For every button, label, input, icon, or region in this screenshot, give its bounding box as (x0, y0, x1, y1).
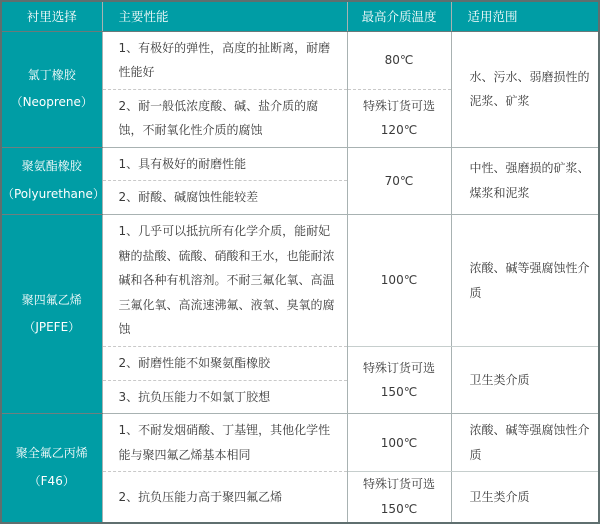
performance-cell: 2、抗负压能力高于聚四氟乙烯 (102, 472, 347, 523)
temperature-value: 100℃ (380, 435, 418, 450)
performance-cell: 2、耐磨性能不如聚氨酯橡胶 (102, 347, 347, 381)
temperature-note: 特殊订货可选 (362, 360, 435, 375)
performance-cell: 3、抗负压能力不如氯丁胶想 (102, 380, 347, 414)
temperature-cell (347, 147, 451, 214)
temperature-value: 150℃ (380, 385, 418, 400)
performance-cell: 1、几乎可以抵抗所有化学介质，能耐妃糖的盐酸、硫酸、硝酸和王水，也能耐浓碱和各种有机溶剂。不耐三氟化氧、高温三氟化氧、高流速沸氟、液氧、臭氧的腐蚀 (102, 215, 347, 347)
material-name: 氯丁橡胶 (27, 67, 76, 82)
material-cell-f46 (1, 414, 102, 523)
temperature-cell (347, 89, 451, 147)
header-main-performance: 主要性能 (102, 1, 347, 31)
temperature-cell (347, 472, 451, 523)
material-name: 聚四氟乙烯 (21, 292, 82, 307)
header-applicable-scope: 适用范围 (451, 1, 599, 31)
table-row (1, 31, 599, 89)
performance-cell: 2、耐酸、碱腐蚀性能较差 (102, 181, 347, 215)
scope-cell: 浓酸、碱等强腐蚀性介质 (451, 215, 599, 347)
material-cell-ptfe (1, 215, 102, 414)
material-name: 聚全氟乙丙烯 (15, 446, 88, 461)
material-cell-polyurethane (1, 147, 105, 214)
temperature-cell (347, 215, 451, 347)
temperature-value: 70℃ (384, 173, 414, 188)
temperature-cell (347, 31, 451, 89)
material-name-en: （Polyurethane） (2, 186, 105, 201)
scope-cell: 中性、强磨损的矿浆、煤浆和泥浆 (451, 147, 599, 214)
scope-cell: 浓酸、碱等强腐蚀性介质 (451, 414, 599, 472)
scope-cell: 卫生类介质 (451, 347, 599, 414)
material-name-en: （F46） (28, 473, 75, 488)
temperature-value: 80℃ (384, 52, 414, 67)
scope-cell: 卫生类介质 (451, 472, 599, 523)
table-row (1, 215, 599, 347)
material-name: 聚氨酯橡胶 (21, 159, 82, 174)
header-lining-selection: 衬里选择 (1, 1, 102, 31)
material-name-en: （JPEFE） (23, 320, 81, 335)
performance-cell: 1、有极好的弹性，高度的扯断离，耐磨性能好 (102, 31, 347, 89)
table-row (1, 414, 599, 472)
temperature-cell (347, 414, 451, 472)
material-name-en: （Neoprene） (10, 95, 93, 110)
temperature-note: 特殊订货可选 (362, 477, 435, 492)
header-row (1, 1, 599, 31)
table-row (1, 147, 599, 181)
header-max-medium-temperature: 最高介质温度 (347, 1, 451, 31)
scope-cell: 水、污水、弱磨损性的泥浆、矿浆 (451, 31, 599, 147)
performance-cell: 1、不耐发烟硝酸、丁基锂，其他化学性能与聚四氟乙烯基本相同 (102, 414, 347, 472)
temperature-value: 120℃ (380, 123, 418, 138)
performance-cell: 2、耐一般低浓度酸、碱、盐介质的腐蚀，不耐氧化性介质的腐蚀 (102, 89, 347, 147)
temperature-value: 100℃ (380, 273, 418, 288)
temperature-value: 150℃ (380, 502, 418, 516)
material-cell-neoprene (1, 31, 102, 147)
temperature-cell (347, 347, 451, 414)
performance-cell: 1、具有极好的耐磨性能 (102, 147, 347, 181)
temperature-note: 特殊订货可选 (362, 98, 435, 113)
